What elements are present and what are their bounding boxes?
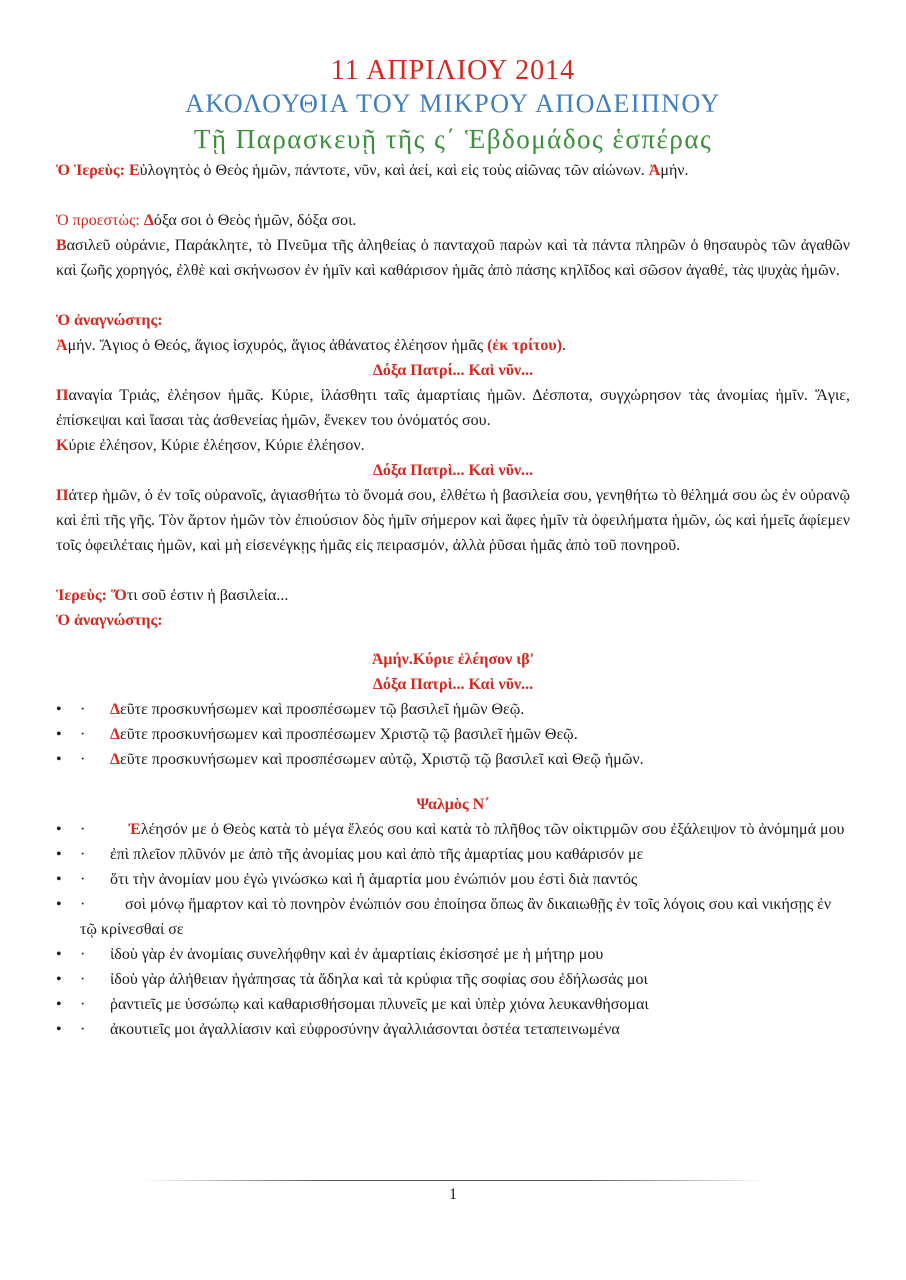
bullet: • <box>56 871 62 888</box>
psalm-title: Ψαλμὸς Ν΄ <box>416 796 490 813</box>
bullet: • <box>56 821 62 838</box>
reader-heading <box>56 308 850 333</box>
drop-cap: Δ <box>110 751 121 768</box>
drop-cap: Ε <box>129 162 140 179</box>
speaker-label: Ἱερεὺς: <box>56 587 111 604</box>
doxology-rubric: Δόξα Πατρὶ... Καὶ νῦν... <box>372 676 534 693</box>
list-item <box>56 967 850 992</box>
speaker-label: Ὁ Ἱερεὺς: <box>56 162 129 179</box>
doxology-rubric: Δόξα Πατρί... Καὶ νῦν... <box>372 362 534 379</box>
paragraph-text: άτερ ἡμῶν, ὁ ἐν τοῖς οὐρανοῖς, ἁγιασθήτω τὸ ὄνομά σου, ἐλθέτω ἡ βασιλεία σου, γενηθήτω τὸ θέλημά σου ὡς ἐν οὐρανῷ καὶ ἐπὶ τῆς γῆς. Τὸν ἄρτον ἡμῶν τὸν ἐπιούσιον δὸς ἡμῖν σήμερον καὶ ἄφες ἡμῖν τὰ ὀφειλήματα ἡμῶν, ὡς καὶ ἡμεῖς ἀφίεμεν τοῖς ὀφειλέταις ἡμῶν, καὶ μὴ εἰσενέγκῃς ἡμᾶς εἰς πειρασμόν, ἀλλὰ ῥῦσαι ἡμᾶς ἀπὸ τοῦ πονηροῦ. <box>56 487 850 554</box>
middle-dot: · <box>80 821 86 838</box>
paragraph-text: τι σοῦ ἐστιν ἡ βασιλεία... <box>126 587 289 604</box>
speaker-label: Ὁ ἀναγνώστης: <box>56 312 163 329</box>
drop-cap: Π <box>56 487 69 504</box>
list-text: εῦτε προσκυνήσωμεν καὶ προσπέσωμεν τῷ βασιλεῖ ἡμῶν Θεῷ. <box>120 701 525 718</box>
middle-dot: · <box>80 726 86 743</box>
list-item <box>56 842 850 867</box>
list-text: ὅτι τὴν ἀνομίαν μου ἐγὼ γινώσκω καὶ ἡ ἁμαρτία μου ἐνώπιόν μου ἐστὶ διὰ παντός <box>110 871 638 888</box>
holy-trinity-prayer <box>56 383 850 458</box>
footer-divider <box>140 1180 766 1181</box>
priest-exclamation <box>56 583 850 608</box>
paragraph-text: ασιλεῦ οὐράνιε, Παράκλητε, τὸ Πνεῦμα τῆς ἀληθείας ὁ πανταχοῦ παρὼν καὶ τὰ πάντα πληρῶν ὁ θησαυρὸς τῶν ἀγαθῶν καὶ ζωῆς χορηγός, ἐλθὲ καὶ σκήνωσον ἐν ἡμῖν καὶ καθάρισον ἡμᾶς ἀπὸ πάσης κηλῖδος καὶ σῶσον ἀγαθέ, τὰς ψυχὰς ἡμῶν. <box>56 237 850 279</box>
middle-dot: · <box>80 1021 86 1038</box>
list-text: εῦτε προσκυνήσωμεν καὶ προσπέσωμεν Χριστῷ τῷ βασιλεῖ ἡμῶν Θεῷ. <box>120 726 578 743</box>
heavenly-king-prayer <box>56 233 850 283</box>
list-text: σοὶ μόνῳ ἥμαρτον καὶ τὸ πονηρὸν ἐνώπιόν σου ἐποίησα ὅπως ἂν δικαιωθῇς ἐν τοῖς λόγοις σου καὶ νικήσῃς ἐν τῷ κρίνεσθαί σε <box>80 896 832 938</box>
list-item <box>56 722 850 747</box>
date-heading: 11 ΑΠΡΙΛΙΟΥ 2014 <box>330 55 576 86</box>
list-text: λέησόν με ὁ Θεὸς κατὰ τὸ μέγα ἔλεός σου καὶ κατὰ τὸ πλῆθος τῶν οἰκτιρμῶν σου ἐξάλειψον τὸ ἀνόμημά μου <box>140 821 845 838</box>
list-item <box>56 817 850 842</box>
document-page <box>56 54 850 1042</box>
paragraph-text: μήν. <box>660 162 689 179</box>
paragraph-text: μήν. Ἅγιος ὁ Θεός, ἅγιος ἰσχυρός, ἅγιος ἀθάνατος ἐλέησον ἡμᾶς <box>67 337 488 354</box>
list-text: ἐπὶ πλεῖον πλῦνόν με ἀπὸ τῆς ἀνομίας μου καὶ ἀπὸ τῆς ἁμαρτίας μου καθάρισόν με <box>110 846 644 863</box>
speaker-label: Ὁ προεστὼς: <box>56 212 144 229</box>
drop-cap: Ἀ <box>56 337 68 354</box>
bullet: • <box>56 1021 62 1038</box>
list-item <box>56 992 850 1017</box>
middle-dot: · <box>80 751 86 768</box>
day-heading: Τῇ Παρασκευῇ τῆς ς΄ Ἑβδομάδος ἑσπέρας <box>193 124 713 154</box>
list-text: ἰδοὺ γὰρ ἐν ἀνομίαις συνελήφθην καὶ ἐν ἁμαρτίαις ἐκίσσησέ με ἡ μήτηρ μου <box>110 946 604 963</box>
bullet: • <box>56 726 62 743</box>
deute-list <box>56 697 850 772</box>
list-item <box>56 697 850 722</box>
list-item <box>56 892 850 942</box>
middle-dot: · <box>80 946 86 963</box>
middle-dot: · <box>80 701 86 718</box>
lords-prayer <box>56 483 850 558</box>
drop-cap: Β <box>56 237 67 254</box>
paragraph-text: ὐλογητὸς ὁ Θεὸς ἡμῶν, πάντοτε, νῦν, καὶ ἀεί, καὶ εἰς τοὺς αἰῶνας τῶν αἰώνων. <box>139 162 645 179</box>
paragraph-text: αναγία Τριάς, ἐλέησον ἡμᾶς. Κύριε, ἱλάσθητι ταῖς ἁμαρτίαις ἡμῶν. Δέσποτα, συγχώρησον τὰς ἀνομίας ἡμῖν. Ἅγιε, ἐπίσκεψαι καὶ ἴασαι τὰς ἀσθενείας ἡμῶν, ἕνεκεν του ὀνόματός σου. <box>56 387 850 429</box>
drop-cap: Κ <box>56 437 69 454</box>
list-text: ἀκουτιεῖς μοι ἀγαλλίασιν καὶ εὐφροσύνην ἀγαλλιάσονται ὀστέα τεταπεινωμένα <box>110 1021 620 1038</box>
list-item <box>56 942 850 967</box>
list-item <box>56 1017 850 1042</box>
middle-dot: · <box>80 896 86 913</box>
page-number: 1 <box>449 1186 457 1203</box>
drop-cap: Ἀ <box>648 162 661 179</box>
paragraph-text: ύριε ἐλέησον, Κύριε ἐλέησον, Κύριε ἐλέησον. <box>68 437 365 454</box>
trisagion <box>56 333 850 358</box>
drop-cap: Δ <box>110 701 121 718</box>
list-item <box>56 747 850 772</box>
bullet: • <box>56 701 62 718</box>
speaker-label: Ὁ ἀναγνώστης: <box>56 612 163 629</box>
presider-line <box>56 208 850 233</box>
drop-cap: Ἐ <box>128 821 141 838</box>
paragraph-text: όξα σοι ὁ Θεὸς ἡμῶν, δόξα σοι. <box>153 212 357 229</box>
drop-cap: Δ <box>143 212 154 229</box>
reader-heading <box>56 608 850 633</box>
middle-dot: · <box>80 996 86 1013</box>
bullet: • <box>56 971 62 988</box>
bullet: • <box>56 896 62 913</box>
amen-rubric: Ἀμήν.Κύριε ἐλέησον ιβ' <box>371 651 535 668</box>
bullet: • <box>56 946 62 963</box>
psalm-list <box>56 817 850 1042</box>
drop-cap: Δ <box>110 726 121 743</box>
list-text: ἰδοὺ γὰρ ἀλήθειαν ἠγάπησας τὰ ἄδηλα καὶ τὰ κρύφια τῆς σοφίας σου ἐδήλωσάς μοι <box>110 971 648 988</box>
doxology-rubric: Δόξα Πατρὶ... Καὶ νῦν... <box>372 462 534 479</box>
drop-cap: Ὅ <box>111 587 127 604</box>
service-heading: ΑΚΟΛΟΥΘΙΑ ΤΟΥ ΜΙΚΡΟΥ ΑΠΟΔΕΙΠΝΟΥ <box>185 89 721 118</box>
bullet: • <box>56 846 62 863</box>
drop-cap: Π <box>56 387 69 404</box>
list-text: ῥαντιεῖς με ὑσσώπῳ καὶ καθαρισθήσομαι πλυνεῖς με καὶ ὑπὲρ χιόνα λευκανθήσομαι <box>110 996 649 1013</box>
list-text: εῦτε προσκυνήσωμεν καὶ προσπέσωμεν αὐτῷ, Χριστῷ τῷ βασιλεῖ καὶ Θεῷ ἡμῶν. <box>120 751 644 768</box>
bullet: • <box>56 751 62 768</box>
list-item <box>56 867 850 892</box>
middle-dot: · <box>80 971 86 988</box>
bullet: • <box>56 996 62 1013</box>
priest-blessing <box>56 158 850 183</box>
rubric-note: (ἐκ τρίτου) <box>487 337 563 354</box>
middle-dot: · <box>80 871 86 888</box>
middle-dot: · <box>80 846 86 863</box>
punctuation: . <box>562 337 567 354</box>
